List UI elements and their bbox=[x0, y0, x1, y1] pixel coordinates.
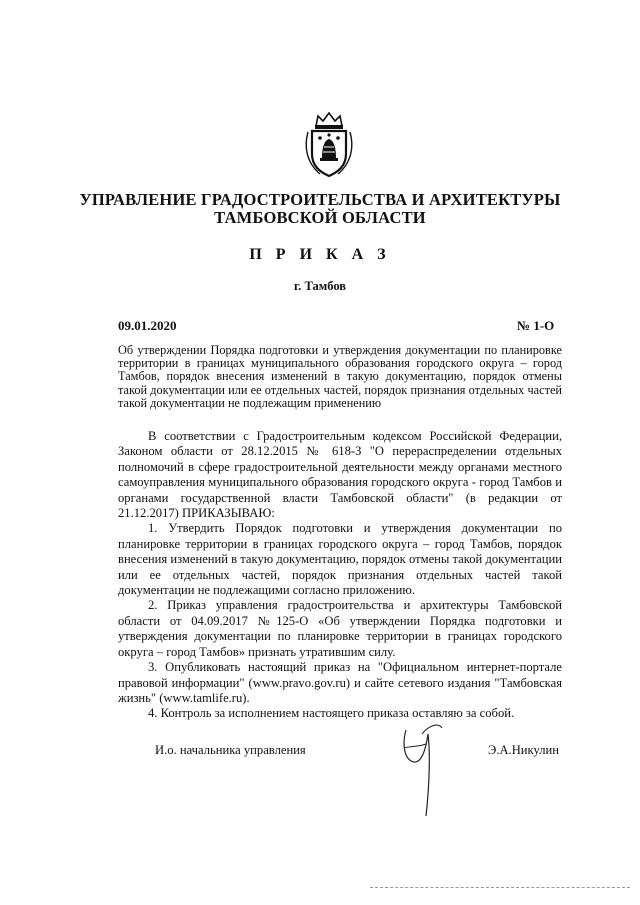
document-type-title: П Р И К А З bbox=[249, 246, 391, 263]
signatory-name: Э.А.Никулин bbox=[488, 743, 559, 757]
order-item-4: 4. Контроль за исполнением настоящего приказа оставляю за собой. bbox=[148, 706, 515, 721]
signatory-title: И.о. начальника управления bbox=[155, 743, 306, 757]
handwritten-signature-icon bbox=[392, 720, 444, 820]
organization-name-line1: УПРАВЛЕНИЕ ГРАДОСТРОИТЕЛЬСТВА И АРХИТЕКТУРЫ bbox=[79, 190, 561, 209]
order-item-3: 3. Опубликовать настоящий приказ на "Официальном интернет-портале правовой информации" (www.pravo.gov.ru) и сайте сетевого издания "Тамбовская жизнь" (www.tamlife.ru). bbox=[118, 660, 562, 705]
organization-name-line2: ТАМБОВСКОЙ ОБЛАСТИ bbox=[214, 208, 426, 227]
city: г. Тамбов bbox=[293, 279, 347, 293]
tambov-coat-of-arms-icon bbox=[300, 112, 358, 178]
document-subject: Об утверждении Порядка подготовки и утверждения документации по планировке территории в границах муниципального образования городского округа – город Тамбов, порядок внесения изменений в такую документацию, порядок отмены такой документации или ее отдельных частей, порядок признания отдельных частей такой документации не подлежащим применению bbox=[118, 343, 562, 410]
preamble-paragraph: В соответствии с Градостроительным кодексом Российской Федерации, Законом области от 28.12.2015 № 618-З "О перераспределении отдельных полномочий в сфере градостроительной деятельности между органами местного самоуправления муниципального образования городского округа - город Тамбов и органами государственной власти Тамбовской области" (в редакции от 21.12.2017) ПРИКАЗЫВАЮ: bbox=[118, 429, 562, 521]
scan-artifact-divider bbox=[370, 887, 630, 889]
order-item-1: 1. Утвердить Порядок подготовки и утверждения документации по планировке территории в границах городского округа – город Тамбов, порядок внесения изменений в такую документацию, порядок отмены такой документации или ее отдельных частей, порядок признания отдельных частей такой документации не подлежащими согласно приложению. bbox=[118, 521, 562, 598]
document-number: № 1-О bbox=[517, 318, 555, 333]
document-body bbox=[118, 429, 562, 722]
order-item-2: 2. Приказ управления градостроительства и архитектуры Тамбовской области от 04.09.2017 №125-О «Об утверждении Порядка подготовки и утверждения документации по планировке территории в границах городского округа – город Тамбов» признать утратившим силу. bbox=[118, 598, 562, 659]
document-date: 09.01.2020 bbox=[118, 318, 177, 333]
